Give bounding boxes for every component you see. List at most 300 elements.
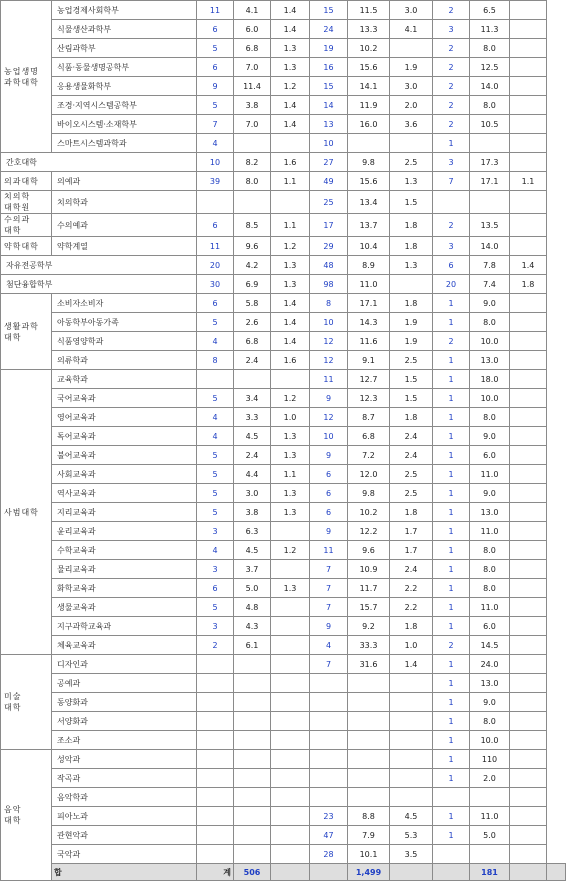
department-cell: 피아노과 <box>52 807 197 826</box>
value-cell: 20 <box>433 275 470 294</box>
value-cell: 5 <box>197 446 234 465</box>
department-cell: 성악과 <box>52 750 197 769</box>
value-cell: 5 <box>197 313 234 332</box>
table-row <box>1 275 566 294</box>
department-cell: 바이오시스템·소재학부 <box>52 115 197 134</box>
department-cell: 음악학과 <box>52 788 197 807</box>
college-cell: 치의학 대학원 <box>1 191 52 214</box>
value-cell <box>510 214 547 237</box>
value-cell: 1.8 <box>390 237 433 256</box>
value-cell: 6.8 <box>234 332 271 351</box>
value-cell: 110 <box>470 750 510 769</box>
value-cell <box>510 115 547 134</box>
value-cell: 4 <box>197 541 234 560</box>
value-cell <box>348 712 390 731</box>
value-cell <box>510 39 547 58</box>
value-cell: 9.6 <box>348 541 390 560</box>
value-cell <box>510 731 547 750</box>
department-cell: 관현악과 <box>52 826 197 845</box>
value-cell <box>510 522 547 541</box>
value-cell <box>234 655 271 674</box>
value-cell <box>510 465 547 484</box>
value-cell: 1.9 <box>390 332 433 351</box>
table-row <box>1 598 566 617</box>
value-cell <box>510 617 547 636</box>
value-cell <box>348 674 390 693</box>
value-cell: 7.0 <box>234 115 271 134</box>
value-cell <box>271 370 310 389</box>
value-cell: 8.0 <box>470 560 510 579</box>
table-row <box>1 172 566 191</box>
value-cell: 9 <box>310 617 348 636</box>
department-cell: 식품영양학과 <box>52 332 197 351</box>
value-cell: 47 <box>310 826 348 845</box>
value-cell: 2.2 <box>390 598 433 617</box>
value-cell <box>234 712 271 731</box>
department-cell: 농업경제사회학부 <box>52 1 197 20</box>
value-cell: 8 <box>310 294 348 313</box>
value-cell: 1 <box>433 674 470 693</box>
value-cell: 11.4 <box>234 77 271 96</box>
value-cell: 1 <box>433 503 470 522</box>
value-cell: 2.4 <box>234 351 271 370</box>
value-cell: 1.0 <box>271 408 310 427</box>
table-row <box>1 351 566 370</box>
table-row <box>1 484 566 503</box>
value-cell: 11.9 <box>348 96 390 115</box>
value-cell: 2.6 <box>234 313 271 332</box>
value-cell <box>510 826 547 845</box>
value-cell <box>390 712 433 731</box>
value-cell: 5.0 <box>470 826 510 845</box>
value-cell: 6.0 <box>470 617 510 636</box>
value-cell: 1 <box>433 134 470 153</box>
value-cell: 29 <box>310 237 348 256</box>
value-cell: 5 <box>197 389 234 408</box>
department-cell: 의예과 <box>52 172 197 191</box>
value-cell <box>197 807 234 826</box>
value-cell: 1 <box>433 655 470 674</box>
value-cell <box>510 750 547 769</box>
value-cell: 1 <box>433 712 470 731</box>
college-cell: 자유전공학부 <box>1 256 197 275</box>
value-cell: 3 <box>197 617 234 636</box>
value-cell: 3 <box>433 237 470 256</box>
department-cell: 식품·동물생명공학부 <box>52 58 197 77</box>
value-cell <box>271 522 310 541</box>
value-cell: 2.2 <box>390 579 433 598</box>
value-cell: 28 <box>310 845 348 864</box>
table-row <box>1 655 566 674</box>
value-cell: 4.8 <box>234 598 271 617</box>
value-cell: 14.1 <box>348 77 390 96</box>
department-cell: 소비자소비자 <box>52 294 197 313</box>
value-cell: 1.0 <box>390 636 433 655</box>
value-cell: 7.9 <box>348 826 390 845</box>
value-cell <box>510 598 547 617</box>
value-cell <box>510 674 547 693</box>
value-cell: 17.1 <box>470 172 510 191</box>
value-cell <box>510 153 547 172</box>
department-cell: 동양화과 <box>52 693 197 712</box>
value-cell <box>234 750 271 769</box>
value-cell <box>510 313 547 332</box>
value-cell: 8.5 <box>234 214 271 237</box>
value-cell: 7.0 <box>234 58 271 77</box>
value-cell <box>234 370 271 389</box>
value-cell: 6.0 <box>234 20 271 39</box>
table-row <box>1 115 566 134</box>
value-cell: 5 <box>197 598 234 617</box>
value-cell: 4 <box>197 408 234 427</box>
value-cell: 12.2 <box>348 522 390 541</box>
value-cell: 24.0 <box>470 655 510 674</box>
value-cell: 5 <box>197 465 234 484</box>
value-cell: 19 <box>310 39 348 58</box>
department-cell: 생물교육과 <box>52 598 197 617</box>
value-cell <box>510 484 547 503</box>
table-row <box>1 313 566 332</box>
value-cell: 8.0 <box>470 579 510 598</box>
value-cell <box>234 788 271 807</box>
department-cell: 영어교육과 <box>52 408 197 427</box>
table-row <box>1 256 566 275</box>
value-cell: 4.5 <box>234 541 271 560</box>
value-cell <box>197 731 234 750</box>
value-cell <box>234 191 271 214</box>
value-cell <box>234 826 271 845</box>
value-cell: 1 <box>433 541 470 560</box>
value-cell: 10.0 <box>470 389 510 408</box>
total-value-cell: 181 <box>470 864 510 881</box>
department-cell: 화학교육과 <box>52 579 197 598</box>
value-cell: 16.0 <box>348 115 390 134</box>
value-cell: 1.8 <box>390 294 433 313</box>
value-cell <box>510 351 547 370</box>
value-cell: 1 <box>433 389 470 408</box>
department-cell: 공예과 <box>52 674 197 693</box>
value-cell: 12 <box>310 351 348 370</box>
value-cell <box>510 20 547 39</box>
table-row <box>1 20 566 39</box>
value-cell: 4.5 <box>390 807 433 826</box>
table-row <box>1 389 566 408</box>
value-cell: 3.3 <box>234 408 271 427</box>
value-cell: 7 <box>197 115 234 134</box>
value-cell <box>234 134 271 153</box>
value-cell: 1.6 <box>271 351 310 370</box>
value-cell: 3.6 <box>390 115 433 134</box>
value-cell <box>390 788 433 807</box>
value-cell: 5 <box>197 96 234 115</box>
department-cell: 약학계열 <box>52 237 197 256</box>
value-cell: 10.9 <box>348 560 390 579</box>
table-row <box>1 750 566 769</box>
value-cell: 17.1 <box>348 294 390 313</box>
value-cell: 13.0 <box>470 503 510 522</box>
value-cell <box>271 598 310 617</box>
value-cell: 8.0 <box>470 313 510 332</box>
value-cell: 8.0 <box>470 39 510 58</box>
total-value-cell <box>433 864 470 881</box>
value-cell: 2.4 <box>234 446 271 465</box>
table-row <box>1 294 566 313</box>
value-cell: 11.7 <box>348 579 390 598</box>
value-cell <box>510 503 547 522</box>
value-cell: 1.4 <box>271 294 310 313</box>
college-cell: 의과대학 <box>1 172 52 191</box>
value-cell <box>271 674 310 693</box>
value-cell: 11.6 <box>348 332 390 351</box>
value-cell: 4.3 <box>234 617 271 636</box>
value-cell: 11.0 <box>470 465 510 484</box>
value-cell: 4 <box>310 636 348 655</box>
department-cell: 지구과학교육과 <box>52 617 197 636</box>
value-cell <box>310 788 348 807</box>
table-row <box>1 408 566 427</box>
value-cell: 3 <box>197 522 234 541</box>
value-cell: 7.2 <box>348 446 390 465</box>
value-cell: 18.0 <box>470 370 510 389</box>
value-cell <box>197 370 234 389</box>
value-cell: 1.1 <box>271 465 310 484</box>
value-cell: 16 <box>310 58 348 77</box>
value-cell: 17.3 <box>470 153 510 172</box>
value-cell <box>510 58 547 77</box>
value-cell: 11.5 <box>348 1 390 20</box>
value-cell <box>271 769 310 788</box>
value-cell: 1.9 <box>390 58 433 77</box>
value-cell: 14 <box>310 96 348 115</box>
value-cell: 10.2 <box>348 503 390 522</box>
value-cell: 1.2 <box>271 389 310 408</box>
value-cell: 1.4 <box>271 20 310 39</box>
value-cell: 11.0 <box>470 807 510 826</box>
value-cell <box>510 693 547 712</box>
value-cell: 24 <box>310 20 348 39</box>
value-cell: 13.0 <box>470 351 510 370</box>
table-row <box>1 134 566 153</box>
department-cell: 산림과학부 <box>52 39 197 58</box>
value-cell <box>271 655 310 674</box>
value-cell: 11 <box>197 237 234 256</box>
value-cell: 1.2 <box>271 77 310 96</box>
value-cell: 1.1 <box>271 214 310 237</box>
value-cell <box>271 826 310 845</box>
value-cell: 1.8 <box>390 408 433 427</box>
value-cell <box>510 370 547 389</box>
value-cell <box>390 769 433 788</box>
department-cell: 수의예과 <box>52 214 197 237</box>
value-cell: 9 <box>197 77 234 96</box>
value-cell: 5.3 <box>390 826 433 845</box>
value-cell: 2.4 <box>390 427 433 446</box>
value-cell <box>510 332 547 351</box>
value-cell: 4.4 <box>234 465 271 484</box>
value-cell: 10.2 <box>348 39 390 58</box>
value-cell <box>271 134 310 153</box>
table-row <box>1 769 566 788</box>
value-cell: 6 <box>433 256 470 275</box>
value-cell: 13.3 <box>348 20 390 39</box>
value-cell: 12 <box>310 332 348 351</box>
value-cell: 4.2 <box>234 256 271 275</box>
department-cell: 조경·지역시스템공학부 <box>52 96 197 115</box>
value-cell: 2.5 <box>390 153 433 172</box>
value-cell <box>271 693 310 712</box>
value-cell: 31.6 <box>348 655 390 674</box>
college-cell: 사범대학 <box>1 370 52 655</box>
value-cell: 1.7 <box>390 541 433 560</box>
table-row <box>1 807 566 826</box>
value-cell: 6.9 <box>234 275 271 294</box>
college-cell: 미술 대학 <box>1 655 52 750</box>
college-cell: 음악 대학 <box>1 750 52 881</box>
table-row <box>1 503 566 522</box>
table-row <box>1 153 566 172</box>
value-cell: 11 <box>310 541 348 560</box>
value-cell: 1.8 <box>390 617 433 636</box>
value-cell <box>510 427 547 446</box>
value-cell: 4 <box>197 332 234 351</box>
value-cell <box>390 693 433 712</box>
value-cell: 6.1 <box>234 636 271 655</box>
value-cell: 15.7 <box>348 598 390 617</box>
value-cell: 1.3 <box>271 256 310 275</box>
value-cell: 2 <box>433 77 470 96</box>
value-cell: 49 <box>310 172 348 191</box>
total-value-cell <box>510 864 547 881</box>
value-cell: 2.5 <box>390 465 433 484</box>
value-cell: 6 <box>197 214 234 237</box>
value-cell: 1.4 <box>271 1 310 20</box>
value-cell: 2.5 <box>390 484 433 503</box>
value-cell: 1.5 <box>390 370 433 389</box>
value-cell <box>510 712 547 731</box>
value-cell <box>510 541 547 560</box>
value-cell: 12.0 <box>348 465 390 484</box>
value-cell: 1.4 <box>271 115 310 134</box>
value-cell: 20 <box>197 256 234 275</box>
department-cell: 서양화과 <box>52 712 197 731</box>
value-cell: 8.0 <box>234 172 271 191</box>
value-cell: 6 <box>310 503 348 522</box>
value-cell: 10.4 <box>348 237 390 256</box>
value-cell: 3.5 <box>390 845 433 864</box>
value-cell <box>510 237 547 256</box>
value-cell: 7 <box>310 560 348 579</box>
table-row <box>1 1 566 20</box>
value-cell: 11.0 <box>348 275 390 294</box>
value-cell: 9.6 <box>234 237 271 256</box>
value-cell: 25 <box>310 191 348 214</box>
value-cell: 1.3 <box>271 427 310 446</box>
value-cell: 8.8 <box>348 807 390 826</box>
value-cell: 6.5 <box>470 1 510 20</box>
value-cell <box>310 693 348 712</box>
value-cell: 1 <box>433 560 470 579</box>
value-cell: 1.7 <box>390 522 433 541</box>
value-cell <box>510 77 547 96</box>
value-cell: 4.5 <box>234 427 271 446</box>
value-cell: 1.3 <box>271 446 310 465</box>
value-cell <box>197 845 234 864</box>
value-cell: 13.4 <box>348 191 390 214</box>
department-cell: 국어교육과 <box>52 389 197 408</box>
value-cell: 8.2 <box>234 153 271 172</box>
value-cell: 1 <box>433 731 470 750</box>
value-cell <box>310 712 348 731</box>
table-row <box>1 636 566 655</box>
value-cell: 8.0 <box>470 712 510 731</box>
department-cell: 지리교육과 <box>52 503 197 522</box>
value-cell: 2 <box>433 58 470 77</box>
value-cell: 8 <box>197 351 234 370</box>
value-cell <box>510 446 547 465</box>
value-cell: 14.5 <box>470 636 510 655</box>
value-cell: 4.1 <box>390 20 433 39</box>
value-cell <box>510 294 547 313</box>
value-cell: 3.0 <box>390 1 433 20</box>
value-cell <box>234 769 271 788</box>
value-cell <box>390 731 433 750</box>
department-cell: 체육교육과 <box>52 636 197 655</box>
value-cell: 15 <box>310 1 348 20</box>
value-cell: 13 <box>310 115 348 134</box>
value-cell: 13.0 <box>470 674 510 693</box>
value-cell: 1.4 <box>271 313 310 332</box>
table-row <box>1 845 566 864</box>
value-cell: 1.3 <box>390 172 433 191</box>
value-cell: 14.0 <box>470 77 510 96</box>
college-cell: 간호대학 <box>1 153 197 172</box>
value-cell <box>197 826 234 845</box>
value-cell: 2 <box>433 115 470 134</box>
value-cell <box>348 134 390 153</box>
value-cell: 1.9 <box>390 313 433 332</box>
value-cell <box>510 655 547 674</box>
value-cell <box>470 788 510 807</box>
value-cell: 1 <box>433 617 470 636</box>
college-cell: 수의과 대학 <box>1 214 52 237</box>
value-cell <box>390 39 433 58</box>
value-cell: 1.8 <box>390 214 433 237</box>
value-cell: 2 <box>433 96 470 115</box>
value-cell: 8.7 <box>348 408 390 427</box>
value-cell: 39 <box>197 172 234 191</box>
value-cell <box>433 845 470 864</box>
total-value-cell: 1,499 <box>348 864 390 881</box>
value-cell <box>390 674 433 693</box>
value-cell: 7.4 <box>470 275 510 294</box>
value-cell: 3.8 <box>234 503 271 522</box>
value-cell <box>510 788 547 807</box>
value-cell: 2 <box>197 636 234 655</box>
value-cell <box>348 769 390 788</box>
value-cell: 7 <box>433 172 470 191</box>
value-cell: 6.8 <box>348 427 390 446</box>
table-row <box>1 214 566 237</box>
value-cell: 2 <box>433 214 470 237</box>
value-cell <box>510 807 547 826</box>
value-cell <box>234 674 271 693</box>
value-cell: 1.1 <box>510 172 547 191</box>
value-cell: 9 <box>310 389 348 408</box>
value-cell <box>310 769 348 788</box>
department-cell: 사회교육과 <box>52 465 197 484</box>
table-row <box>1 446 566 465</box>
value-cell: 14.3 <box>348 313 390 332</box>
